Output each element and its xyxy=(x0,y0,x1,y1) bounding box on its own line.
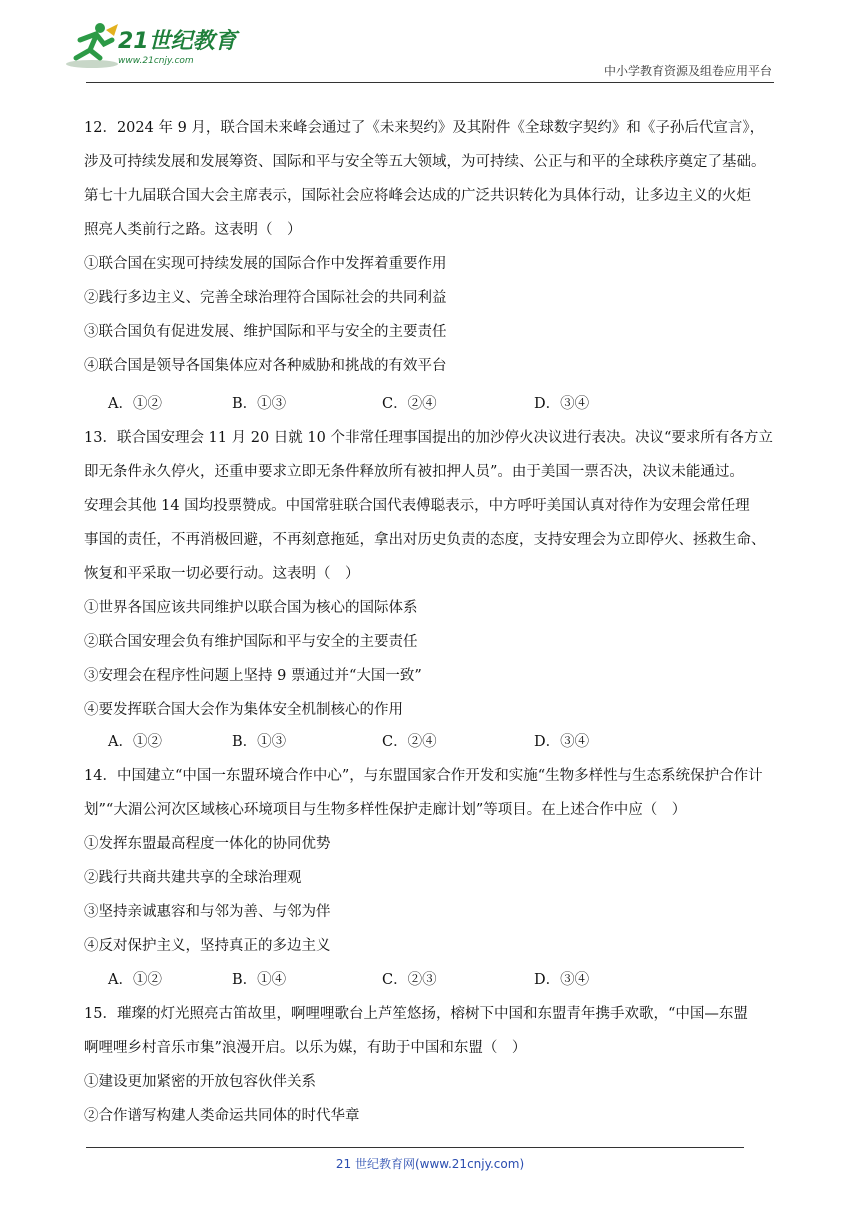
q13-option-c[interactable]: C．②④ xyxy=(382,734,437,750)
q14-statement-4: ④反对保护主义，坚持真正的多边主义 xyxy=(84,938,331,954)
q13-statement-3: ③安理会在程序性问题上坚持 9 票通过并“大国一致” xyxy=(84,668,422,684)
logo-url-text: www.21cnjy.com xyxy=(118,56,194,66)
q14-line-1: 14．中国建立“中国一东盟环境合作中心”，与东盟国家合作开发和实施“生物多样性与生态系统保护合作计 xyxy=(84,768,763,784)
q14-statement-1: ①发挥东盟最高程度一体化的协同优势 xyxy=(84,836,331,852)
q14-option-d[interactable]: D．③④ xyxy=(534,972,590,988)
q12-line-1: 12．2024 年 9 月，联合国未来峰会通过了《未来契约》及其附件《全球数字契约》和《子孙后代宣言》， xyxy=(84,120,765,136)
q15-statement-1: ①建设更加紧密的开放包容伙伴关系 xyxy=(84,1074,316,1090)
q12-option-d[interactable]: D．③④ xyxy=(534,396,590,412)
q12-option-a[interactable]: A．①② xyxy=(108,396,162,412)
platform-title: 中小学教育资源及组卷应用平台 xyxy=(603,64,772,78)
q12-statement-1: ①联合国在实现可持续发展的国际合作中发挥着重要作用 xyxy=(84,256,447,272)
q14-statement-2: ②践行共商共建共享的全球治理观 xyxy=(84,870,302,886)
q13-option-b[interactable]: B．①③ xyxy=(232,734,287,750)
q13-line-1: 13．联合国安理会 11 月 20 日就 10 个非常任理事国提出的加沙停火决议进行表决。决议“要求所有各方立 xyxy=(84,430,773,446)
q12-line-3: 第七十九届联合国大会主席表示，国际社会应将峰会达成的广泛共识转化为具体行动，让多边主义的火炬 xyxy=(84,188,751,204)
q13-line-4: 事国的责任，不再消极回避，不再刻意拖延，拿出对历史负责的态度，支持安理会为立即停火、拯救生命、 xyxy=(84,532,766,548)
q13-statement-1: ①世界各国应该共同维护以联合国为核心的国际体系 xyxy=(84,600,418,616)
q13-line-5: 恢复和平采取一切必要行动。这表明（ ） xyxy=(84,566,360,582)
q15-line-1: 15．璀璨的灯光照亮古笛故里，啊哩哩歌台上芦笙悠扬，榕树下中国和东盟青年携手欢歌，“中国—东盟 xyxy=(84,1006,748,1022)
q13-line-2: 即无条件永久停火，还重申要求立即无条件释放所有被扣押人员”。由于美国一票否决，决议未能通过。 xyxy=(84,464,744,480)
logo-brand-text: 21世纪教育 xyxy=(118,29,237,54)
q12-statement-3: ③联合国负有促进发展、维护国际和平与安全的主要责任 xyxy=(84,324,447,340)
q12-option-c[interactable]: C．②④ xyxy=(382,396,437,412)
q15-line-2: 啊哩哩乡村音乐市集”浪漫开启。以乐为媒，有助于中国和东盟（ ） xyxy=(84,1040,527,1056)
q12-line-2: 涉及可持续发展和发展筹资、国际和平与安全等五大领域，为可持续、公正与和平的全球秩序奠定了基础。 xyxy=(84,154,766,170)
q14-option-a[interactable]: A．①② xyxy=(108,972,162,988)
header-divider xyxy=(86,82,774,83)
footer-link[interactable]: 21 世纪教育网(www.21cnjy.com) xyxy=(335,1157,525,1171)
q14-option-c[interactable]: C．②③ xyxy=(382,972,437,988)
q13-option-d[interactable]: D．③④ xyxy=(534,734,590,750)
q12-statement-4: ④联合国是领导各国集体应对各种威胁和挑战的有效平台 xyxy=(84,358,447,374)
q13-line-3: 安理会其他 14 国均投票赞成。中国常驻联合国代表傅聪表示，中方呼吁美国认真对待作为安理会常任理 xyxy=(84,498,750,514)
footer-divider xyxy=(86,1147,744,1148)
q13-statement-2: ②联合国安理会负有维护国际和平与安全的主要责任 xyxy=(84,634,418,650)
q13-statement-4: ④要发挥联合国大会作为集体安全机制核心的作用 xyxy=(84,702,403,718)
q12-statement-2: ②践行多边主义、完善全球治理符合国际社会的共同利益 xyxy=(84,290,447,306)
runner-logo-icon xyxy=(66,20,122,70)
q14-statement-3: ③坚持亲诚惠容和与邻为善、与邻为伴 xyxy=(84,904,331,920)
q12-line-4: 照亮人类前行之路。这表明（ ） xyxy=(84,222,302,238)
q14-option-b[interactable]: B．①④ xyxy=(232,972,287,988)
page-header xyxy=(0,0,860,84)
site-logo[interactable] xyxy=(66,20,246,76)
q15-statement-2: ②合作谱写构建人类命运共同体的时代华章 xyxy=(84,1108,360,1124)
q14-line-2: 划”“大湄公河次区域核心环境项目与生物多样性保护走廊计划”等项目。在上述合作中应（ ） xyxy=(84,802,687,818)
q13-option-a[interactable]: A．①② xyxy=(108,734,162,750)
q12-option-b[interactable]: B．①③ xyxy=(232,396,287,412)
